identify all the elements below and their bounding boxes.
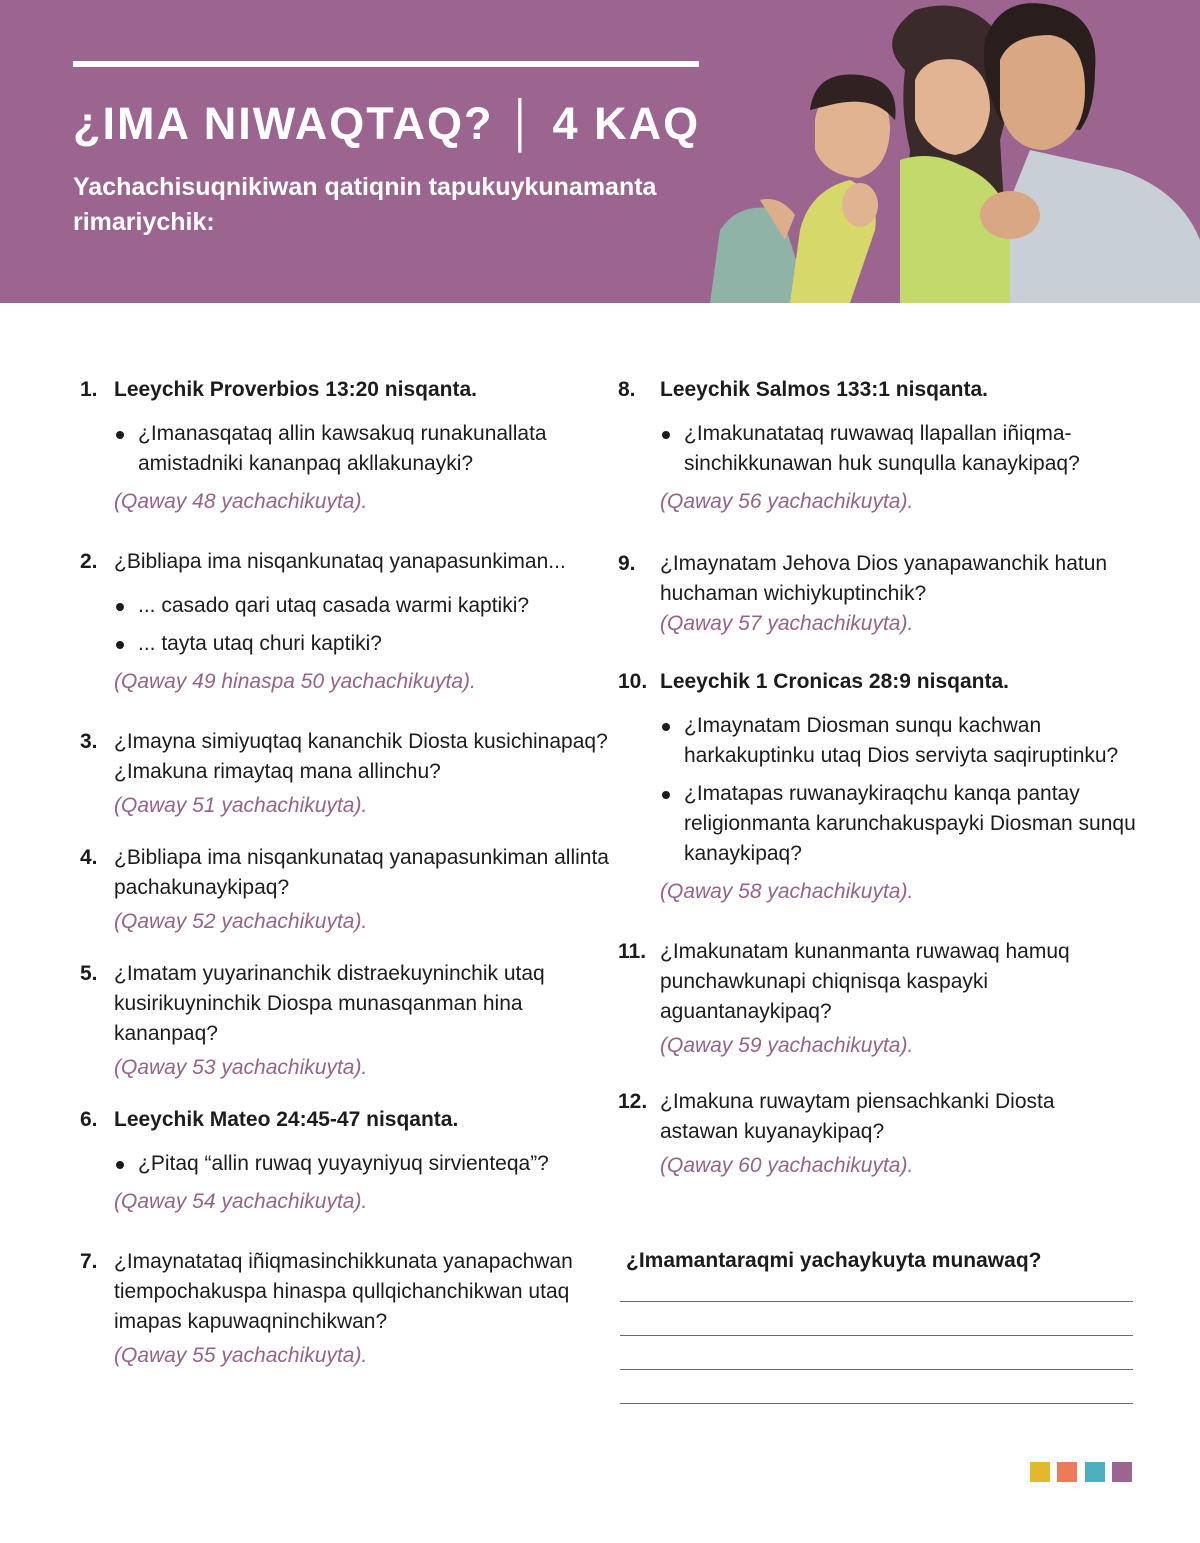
question-text: ¿Bibliapa ima nisqankunataq yanapasunkiman allinta pachakunaykipaq? [114, 846, 609, 899]
page-title: ¿IMA NIWAQTAQ? │ 4 KAQ [73, 98, 701, 149]
question-number: 12. [618, 1090, 648, 1113]
reference-link: (Qaway 53 yachachikuyta). [114, 1056, 368, 1079]
bullet-item: ... casado qari utaq casada warmi kaptiki? [114, 591, 610, 621]
question-number: 1. [80, 378, 98, 401]
answer-line[interactable] [620, 1335, 1133, 1336]
reference-link: (Qaway 48 yachachikuyta). [114, 490, 368, 513]
question-number: 9. [618, 552, 636, 575]
question-3 [80, 727, 610, 821]
page-subtitle: Yachachisuqnikiwan qatiqnin tapukuykunamanta rimariychik: [73, 173, 657, 236]
bullet-item: ¿Imatapas ruwanaykiraqchu kanqa pantay religionmanta karunchakuspayki Diosman sunqu kanaykipaq? [660, 779, 1138, 869]
color-square-purple [1112, 1462, 1132, 1482]
reference-link: (Qaway 60 yachachikuyta). [660, 1154, 914, 1177]
color-square-teal [1085, 1462, 1105, 1482]
question-number: 11. [618, 940, 647, 963]
closing-prompt: ¿Imamantaraqmi yachaykuyta munawaq? [626, 1249, 1042, 1272]
question-1 [80, 375, 610, 517]
question-number: 8. [618, 378, 636, 401]
question-text: Leeychik Mateo 24:45-47 nisqanta. [114, 1108, 459, 1131]
questions-right-column [618, 375, 1138, 1203]
question-number: 6. [80, 1108, 98, 1131]
reference-link: (Qaway 55 yachachikuyta). [114, 1344, 368, 1367]
question-text: ¿Bibliapa ima nisqankunataq yanapasunkiman... [114, 550, 566, 573]
question-8 [618, 375, 1138, 517]
question-text: ¿Imakuna ruwaytam piensachkanki Diosta astawan kuyanaykipaq? [660, 1090, 1055, 1143]
question-12 [618, 1087, 1138, 1181]
question-9 [618, 549, 1138, 639]
color-square-orange [1057, 1462, 1077, 1482]
question-11 [618, 937, 1138, 1061]
question-10 [618, 667, 1138, 907]
bullet-item: ¿Imakunatataq ruwawaq llapallan iñiqmasinchikkunawan huk sunqulla kanaykipaq? [660, 419, 1138, 479]
bullet-item: ¿Imanasqataq allin kawsakuq runakunallata amistadniki kananpaq akllakunayki? [114, 419, 610, 479]
bullet-item: ¿Imaynatam Diosman sunqu kachwan harkakuptinku utaq Dios serviyta saqiruptinku? [660, 711, 1138, 771]
question-text: ¿Imakunatam kunanmanta ruwawaq hamuq punchawkunapi chiqnisqa kaspayki aguantanaykipaq? [660, 940, 1070, 1023]
question-text: ¿Imayna simiyuqtaq kananchik Diosta kusichinapaq? ¿Imakuna rimaytaq mana allinchu? [114, 730, 608, 783]
question-4 [80, 843, 610, 937]
question-text: Leeychik Proverbios 13:20 nisqanta. [114, 378, 477, 401]
questions-left-column [80, 375, 610, 1393]
color-square-yellow [1030, 1462, 1050, 1482]
reference-link: (Qaway 52 yachachikuyta). [114, 910, 368, 933]
reference-link: (Qaway 59 yachachikuyta). [660, 1034, 914, 1057]
question-text: ¿Imaynatataq iñiqmasinchikkunata yanapachwan tiempochakuspa hinaspa qullqichanchikwan utaq imapas kapuwaqninchikwan? [114, 1250, 573, 1333]
answer-line[interactable] [620, 1301, 1133, 1302]
family-praying-illustration [700, 0, 1200, 303]
question-7 [80, 1247, 610, 1371]
title-rule [73, 61, 699, 67]
header-banner [0, 0, 1200, 303]
question-number: 5. [80, 962, 98, 985]
reference-link: (Qaway 56 yachachikuyta). [660, 490, 914, 513]
reference-link: (Qaway 58 yachachikuyta). [660, 880, 914, 903]
reference-link: (Qaway 51 yachachikuyta). [114, 794, 368, 817]
question-text: Leeychik Salmos 133:1 nisqanta. [660, 378, 988, 401]
reference-link: (Qaway 49 hinaspa 50 yachachikuyta). [114, 670, 476, 693]
question-number: 10. [618, 670, 648, 693]
question-text: ¿Imaynatam Jehova Dios yanapawanchik hatun huchaman wichiykuptinchik? [660, 552, 1108, 605]
question-2 [80, 547, 610, 697]
reference-link: (Qaway 54 yachachikuyta). [114, 1190, 368, 1213]
bullet-item: ¿Pitaq “allin ruwaq yuyayniyuq sirvienteqa”? [114, 1149, 610, 1179]
question-text: Leeychik 1 Cronicas 28:9 nisqanta. [660, 670, 1009, 693]
answer-line[interactable] [620, 1369, 1133, 1370]
question-number: 4. [80, 846, 98, 869]
question-number: 3. [80, 730, 98, 753]
question-6 [80, 1105, 610, 1217]
bullet-item: ... tayta utaq churi kaptiki? [114, 629, 610, 659]
question-number: 2. [80, 550, 98, 573]
question-text: ¿Imatam yuyarinanchik distraekuyninchik utaq kusirikuyninchik Diospa munasqanman hina kananpaq? [114, 962, 545, 1045]
answer-line[interactable] [620, 1403, 1133, 1404]
reference-link: (Qaway 57 yachachikuyta). [660, 612, 914, 635]
question-number: 7. [80, 1250, 98, 1273]
question-5 [80, 959, 610, 1083]
